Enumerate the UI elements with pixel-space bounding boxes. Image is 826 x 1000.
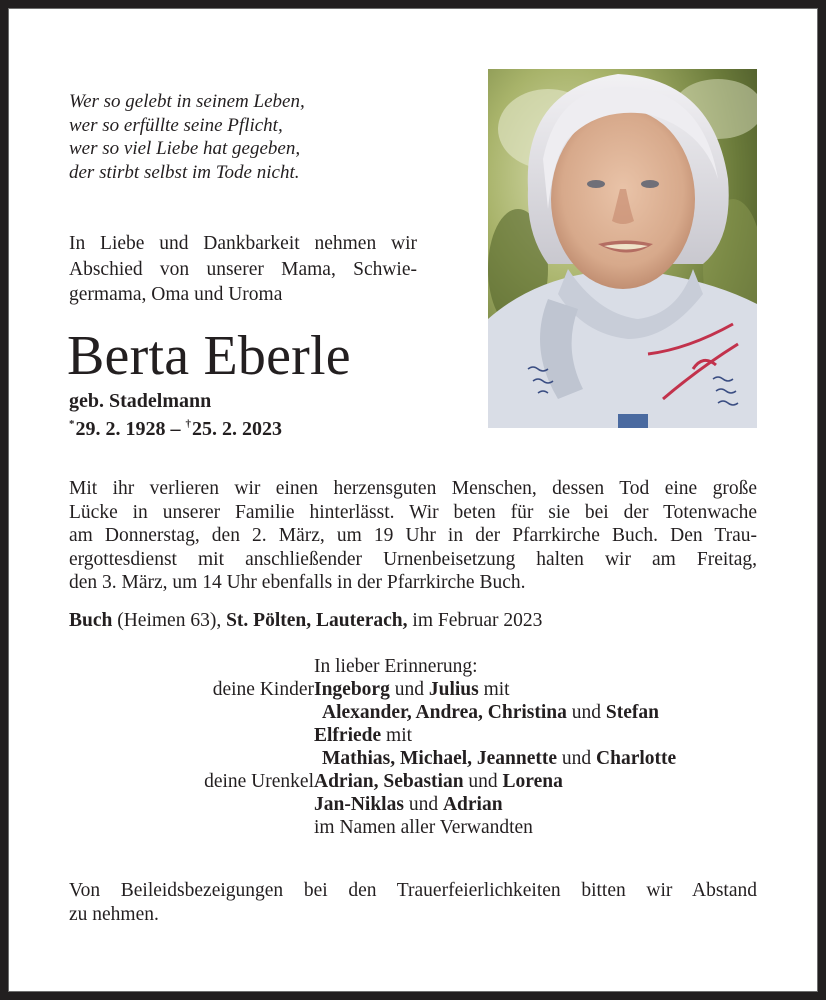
place-date-line — [69, 609, 542, 633]
grandchildren-names — [322, 701, 659, 724]
child-row — [8, 724, 818, 747]
great-grandchildren-row — [8, 770, 818, 793]
conjunction: mit — [381, 725, 413, 746]
announcement-line: am Donnerstag, den 2. März, um 19 Uhr in der Pfarrkirche Buch. Den Trau- — [69, 525, 757, 546]
birth-date: 29. 2. 1928 — [75, 418, 166, 440]
closing-note — [69, 879, 757, 926]
portrait-illustration-icon — [488, 69, 757, 428]
great-grandchildren-label: deine Urenkel — [204, 771, 314, 792]
month-year: im Februar 2023 — [407, 610, 543, 631]
announcement-line: den 3. März, um 14 Uhr ebenfalls in der Pfarrkirche Buch. — [69, 572, 526, 593]
poem-line: Wer so gelebt in seinem Leben, — [69, 91, 305, 112]
grandchildren-names — [322, 747, 676, 770]
children-names — [314, 678, 510, 701]
great-grandchild-names: Adrian, Sebastian — [314, 771, 464, 792]
relatives-text: im Namen aller Verwandten — [314, 817, 533, 838]
grandchildren-row — [8, 701, 818, 724]
conjunction: und — [463, 771, 503, 792]
life-dates — [69, 413, 282, 441]
child-name: Elfriede — [314, 725, 382, 746]
mourners-heading: In lieber Erinnerung: — [314, 656, 478, 677]
great-grandchild-name: Jan-Niklas — [314, 794, 404, 815]
death-cross-icon: † — [185, 418, 191, 430]
conjunction: und — [566, 702, 606, 723]
memorial-poem — [69, 90, 305, 184]
child-entry — [314, 724, 412, 747]
poem-line: wer so erfüllte seine Pflicht, — [69, 114, 283, 136]
children-row — [8, 678, 818, 701]
conjunction: und — [403, 794, 443, 815]
poem-line: wer so viel Liebe hat gegeben, — [69, 138, 301, 159]
grandchild-names: Mathias, Michael, Jeannette — [322, 748, 558, 769]
grandchild-name: Stefan — [605, 702, 659, 723]
closing-line: Von Beileidsbezeigungen bei den Trauerfeierlichkeiten bitten wir Abstand — [69, 880, 757, 901]
great-grandchildren-names — [314, 770, 563, 793]
announcement-text — [69, 477, 757, 595]
child-name: Ingeborg — [314, 679, 390, 700]
intro-line: germama, Oma und Uroma — [69, 284, 283, 305]
conjunction: und — [389, 679, 429, 700]
conjunction: und — [557, 748, 597, 769]
birth-name: geb. Stadelmann — [69, 390, 212, 412]
address: (Heimen 63), — [112, 610, 227, 631]
announcement-line: Lücke in unserer Familie hinterlässt. Wir beten für sie bei der Totenwache — [69, 501, 757, 523]
intro-line: Abschied von unserer Mama, Schwie- — [69, 258, 417, 280]
announcement-line: ergottesdienst mit anschließender Urnenbeisetzung halten wir am Freitag, — [69, 548, 757, 570]
closing-line: zu nehmen. — [69, 903, 159, 925]
grandchild-names: Alexander, Andrea, Christina — [322, 702, 567, 723]
grandchild-name: Charlotte — [596, 748, 677, 769]
death-date: 25. 2. 2023 — [192, 418, 282, 440]
place-buch: Buch — [69, 610, 113, 631]
grandchildren-row — [8, 747, 818, 770]
great-grandchildren-row — [8, 793, 818, 816]
great-grandchildren-names — [314, 793, 503, 816]
places: St. Pölten, Lauterach, — [226, 610, 408, 631]
children-label: deine Kinder — [212, 679, 314, 700]
announcement-line: Mit ihr verlieren wir einen herzensguten Menschen, dessen Tod eine große — [69, 478, 757, 499]
farewell-intro — [69, 231, 417, 308]
portrait-photo — [488, 69, 757, 428]
intro-line: In Liebe und Dankbarkeit nehmen wir — [69, 233, 417, 254]
deceased-name: Berta Eberle — [67, 325, 351, 387]
relatives-row — [8, 816, 818, 839]
date-separator: – — [165, 418, 186, 440]
great-grandchild-name: Adrian — [442, 794, 503, 815]
conjunction: mit — [478, 679, 510, 700]
child-name: Julius — [428, 679, 479, 700]
mourners-list — [8, 655, 818, 839]
birth-star-icon: * — [69, 418, 75, 430]
poem-line: der stirbt selbst im Tode nicht. — [69, 161, 300, 183]
great-grandchild-name: Lorena — [502, 771, 563, 792]
mourners-heading-row — [8, 655, 818, 678]
obituary-page — [8, 8, 818, 992]
